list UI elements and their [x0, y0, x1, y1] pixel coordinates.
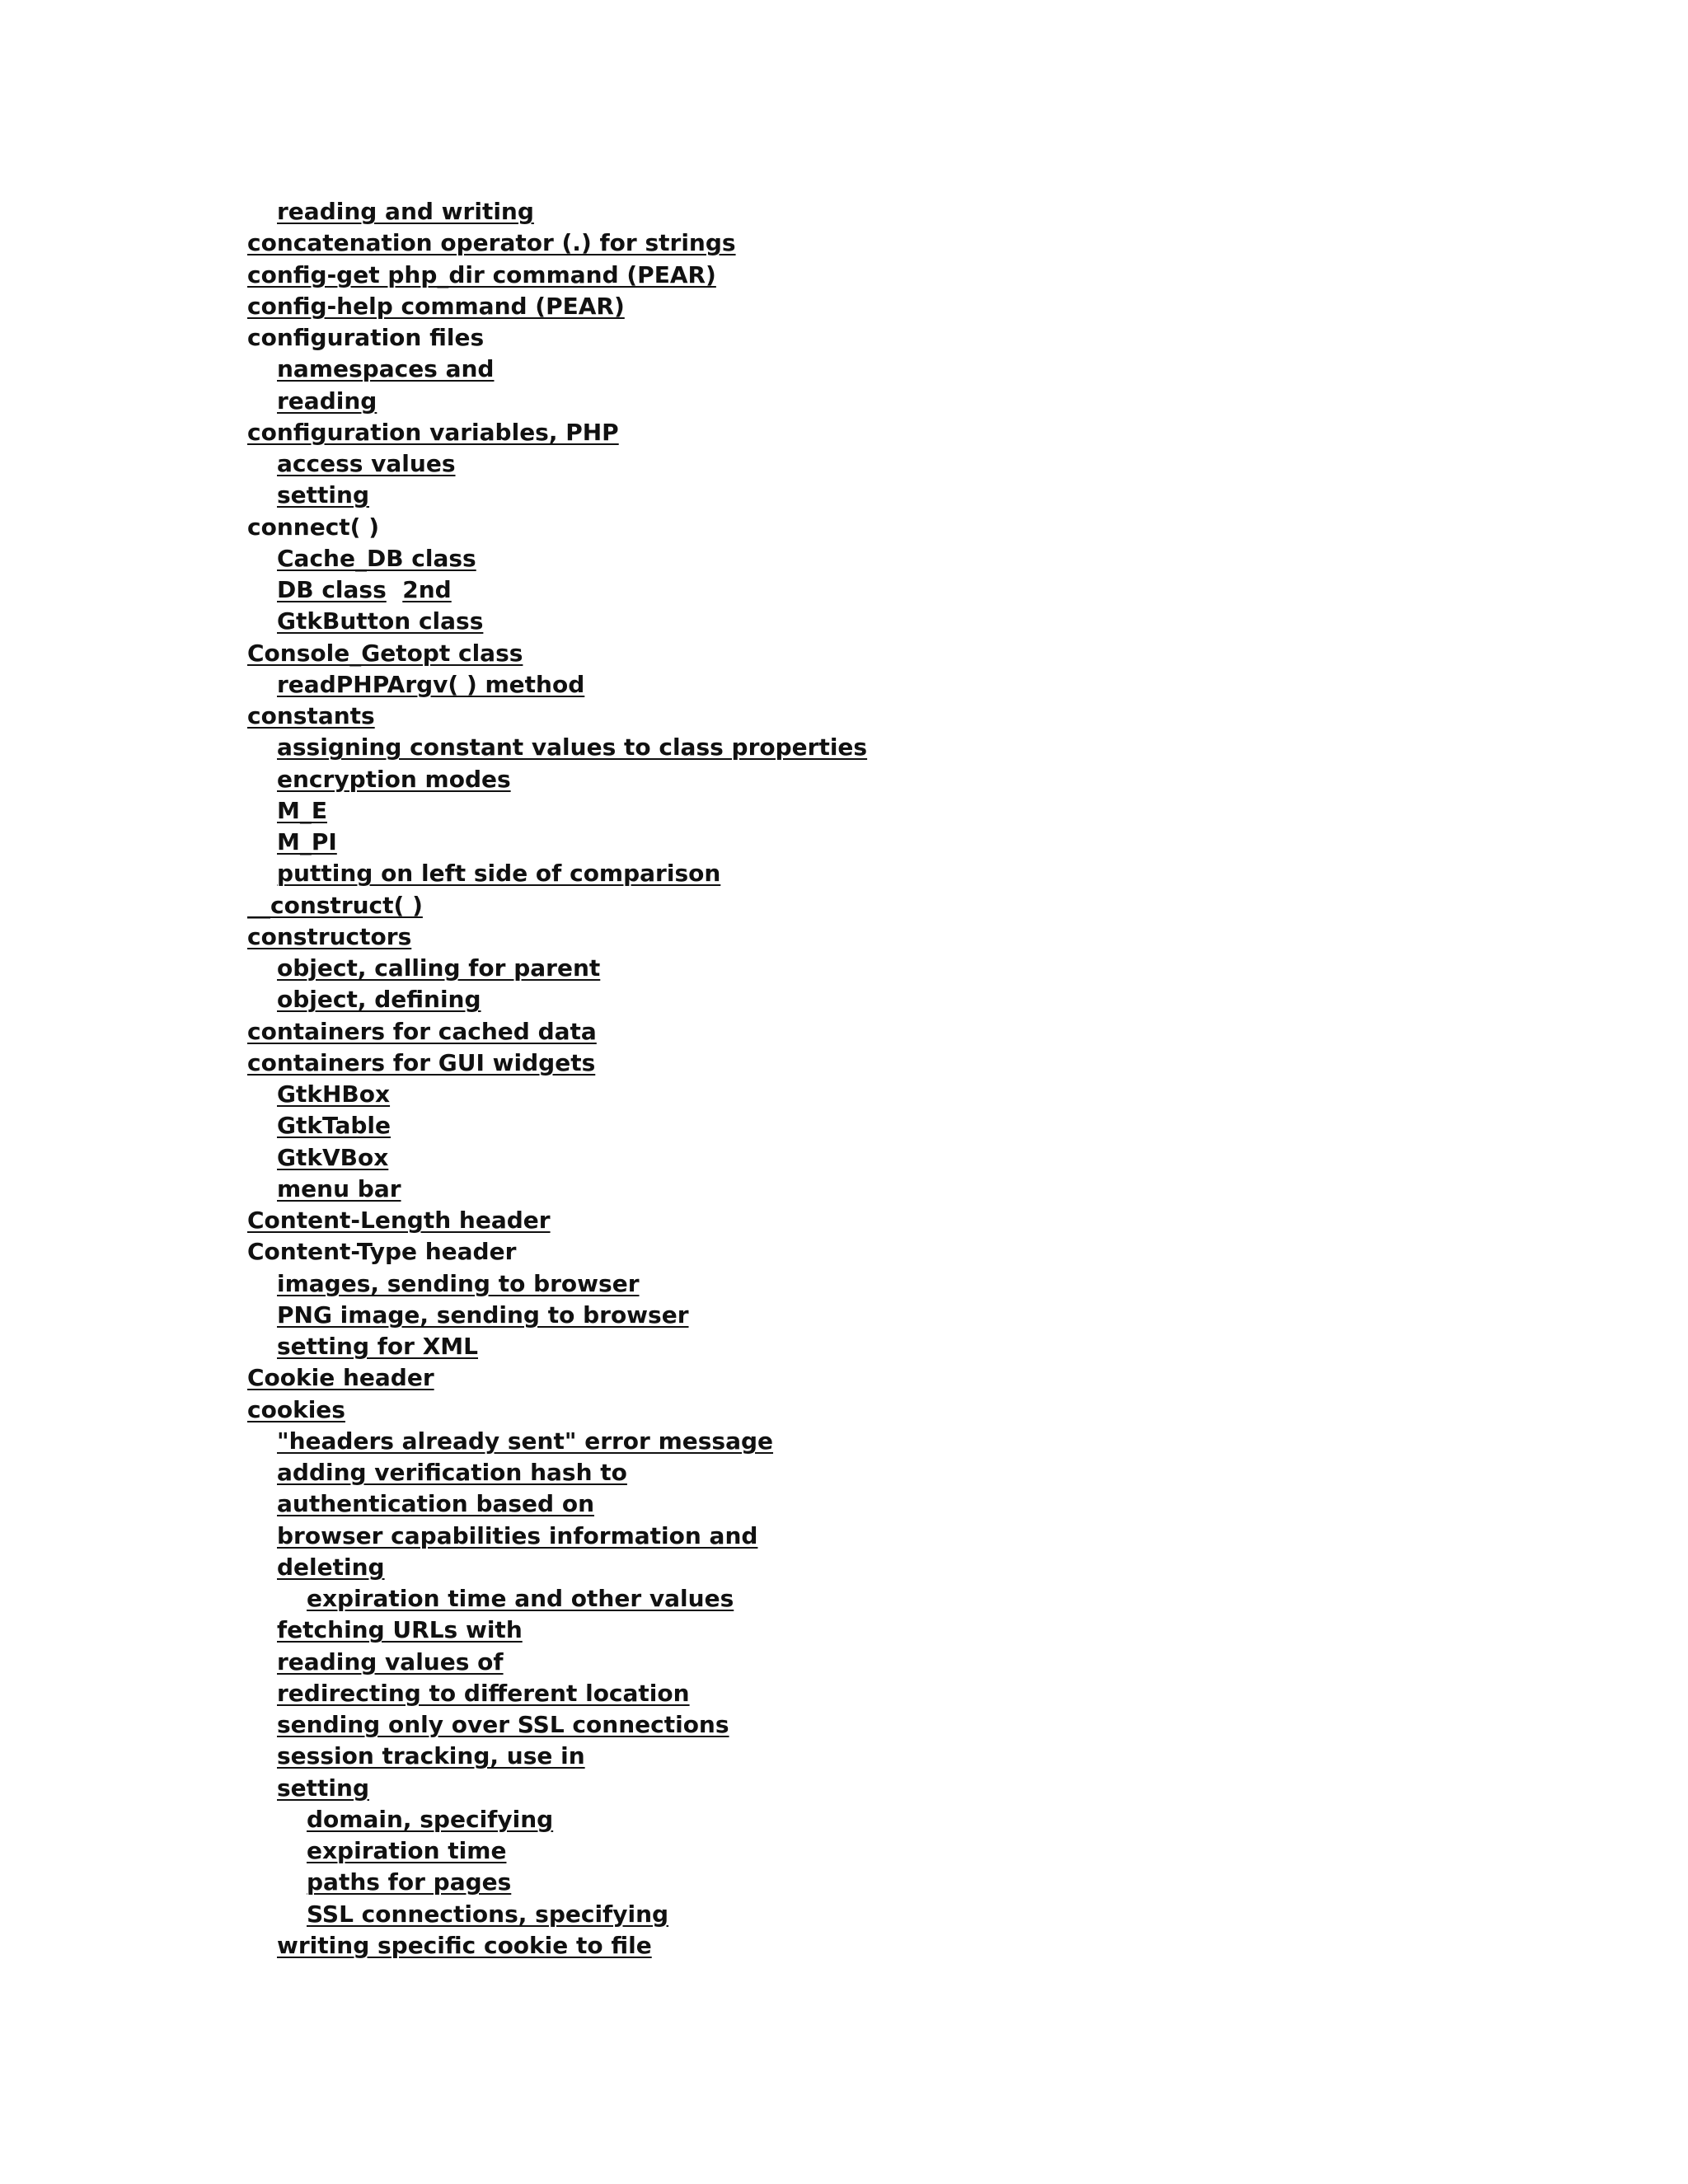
index-link[interactable]: authentication based on	[277, 1490, 594, 1518]
index-entry	[247, 543, 1648, 574]
index-link[interactable]: Cache_DB class	[277, 544, 476, 572]
index-entry	[247, 764, 1648, 795]
index-entry	[247, 1678, 1648, 1709]
index-entry	[247, 196, 1648, 227]
index-link[interactable]: containers for GUI widgets	[247, 1048, 596, 1076]
index-entry	[247, 1394, 1648, 1426]
index-entry	[247, 953, 1648, 984]
index-link[interactable]: expiration time	[307, 1837, 507, 1864]
index-link[interactable]: reading	[277, 387, 377, 415]
index-link[interactable]: sending only over SSL connections	[277, 1711, 729, 1738]
index-link[interactable]: containers for cached data	[247, 1017, 597, 1045]
index-link[interactable]: redirecting to different location	[277, 1679, 690, 1707]
index-entry	[247, 638, 1648, 669]
index-link[interactable]: config-help command (PEAR)	[247, 292, 625, 320]
index-entry	[247, 1047, 1648, 1079]
index-entry	[247, 1773, 1648, 1804]
index-entry	[247, 1142, 1648, 1174]
index-entry	[247, 354, 1648, 385]
index-entry	[247, 1709, 1648, 1741]
index-link[interactable]: setting	[277, 1774, 369, 1802]
index-link[interactable]: namespaces and	[277, 355, 495, 383]
index-entry	[247, 1174, 1648, 1205]
index-link[interactable]: GtkHBox	[277, 1080, 391, 1108]
index-entry	[247, 1615, 1648, 1646]
index-entry	[247, 1110, 1648, 1141]
index-entry	[247, 1741, 1648, 1772]
index-link[interactable]: reading values of	[277, 1647, 504, 1675]
index-link[interactable]: browser capabilities information and	[277, 1521, 758, 1549]
index-entry	[247, 1236, 1648, 1268]
index-link[interactable]: SSL connections, specifying	[307, 1900, 669, 1928]
index-link[interactable]: setting	[277, 481, 369, 509]
index-list	[247, 196, 1648, 1961]
index-link[interactable]: M_PI	[277, 828, 337, 855]
index-link[interactable]: paths for pages	[307, 1868, 512, 1896]
index-link[interactable]: GtkButton class	[277, 607, 484, 635]
index-entry	[247, 1867, 1648, 1898]
index-link[interactable]: cookies	[247, 1395, 345, 1423]
index-link[interactable]: configuration variables, PHP	[247, 418, 619, 446]
index-entry	[247, 1930, 1648, 1961]
index-entry	[247, 1016, 1648, 1047]
index-entry	[247, 1457, 1648, 1488]
index-term: connect( )	[247, 513, 380, 541]
index-entry	[247, 858, 1648, 889]
index-term: configuration files	[247, 324, 485, 351]
index-link[interactable]: readPHPArgv( ) method	[277, 670, 585, 698]
index-link[interactable]: writing specific cookie to file	[277, 1931, 652, 1959]
index-entry	[247, 291, 1648, 322]
index-link[interactable]: object, calling for parent	[277, 954, 601, 982]
index-term	[387, 576, 403, 603]
index-link[interactable]: "headers already sent" error message	[277, 1427, 774, 1455]
index-entry	[247, 417, 1648, 448]
index-link[interactable]: assigning constant values to class properties	[277, 733, 868, 762]
index-link[interactable]: config-get php_dir command (PEAR)	[247, 260, 716, 288]
index-entry	[247, 574, 1648, 606]
index-link[interactable]: domain, specifying	[307, 1805, 554, 1833]
index-entry	[247, 669, 1648, 701]
index-link[interactable]: GtkTable	[277, 1112, 392, 1140]
index-link[interactable]: Console_Getopt class	[247, 639, 523, 667]
index-link[interactable]: setting for XML	[277, 1333, 479, 1360]
index-link[interactable]: session tracking, use in	[277, 1742, 585, 1770]
index-link[interactable]: Cookie header	[247, 1364, 434, 1392]
index-link[interactable]: GtkVBox	[277, 1143, 389, 1171]
index-entry	[247, 701, 1648, 732]
index-link[interactable]: reading and writing	[277, 198, 534, 225]
index-link[interactable]: access values	[277, 450, 456, 477]
index-entry	[247, 260, 1648, 291]
index-link[interactable]: menu bar	[277, 1174, 401, 1202]
index-link[interactable]: deleting	[277, 1553, 385, 1581]
index-entry	[247, 1647, 1648, 1678]
index-entry	[247, 1300, 1648, 1331]
index-entry	[247, 480, 1648, 511]
index-link[interactable]: encryption modes	[277, 765, 511, 793]
index-entry	[247, 1835, 1648, 1867]
index-link[interactable]: Content-Length header	[247, 1207, 551, 1234]
index-entry	[247, 227, 1648, 259]
index-link[interactable]: expiration time and other values	[307, 1585, 734, 1612]
index-link[interactable]: fetching URLs with	[277, 1616, 523, 1644]
index-entry	[247, 448, 1648, 480]
index-entry	[247, 606, 1648, 637]
index-entry	[247, 1583, 1648, 1615]
index-entry	[247, 1362, 1648, 1394]
index-entry	[247, 512, 1648, 543]
index-entry	[247, 795, 1648, 827]
index-entry	[247, 1552, 1648, 1583]
index-link[interactable]: adding verification hash to	[277, 1459, 627, 1486]
index-link[interactable]: putting on left side of comparison	[277, 860, 721, 888]
index-entry	[247, 1899, 1648, 1930]
index-link[interactable]: __construct( )	[247, 891, 423, 919]
index-link[interactable]: images, sending to browser	[277, 1269, 640, 1297]
index-entry	[247, 386, 1648, 417]
index-link[interactable]: concatenation operator (.) for strings	[247, 229, 736, 257]
index-entry	[247, 322, 1648, 354]
index-link[interactable]: M_E	[277, 796, 327, 824]
index-entry	[247, 1331, 1648, 1362]
index-link[interactable]: DB class	[277, 576, 387, 603]
index-term: Content-Type header	[247, 1238, 517, 1266]
index-entry	[247, 1205, 1648, 1236]
index-entry	[247, 890, 1648, 921]
index-link[interactable]: object, defining	[277, 986, 481, 1014]
index-entry	[247, 984, 1648, 1015]
index-entry	[247, 1079, 1648, 1110]
index-link[interactable]: PNG image, sending to browser	[277, 1301, 689, 1329]
index-entry	[247, 732, 1648, 763]
index-link[interactable]: constants	[247, 702, 375, 729]
index-entry	[247, 1521, 1648, 1552]
index-entry	[247, 827, 1648, 858]
index-link[interactable]: 2nd	[402, 576, 452, 603]
index-entry	[247, 921, 1648, 953]
index-link[interactable]: constructors	[247, 922, 412, 950]
index-entry	[247, 1426, 1648, 1457]
index-entry	[247, 1804, 1648, 1835]
index-entry	[247, 1488, 1648, 1520]
index-entry	[247, 1268, 1648, 1300]
